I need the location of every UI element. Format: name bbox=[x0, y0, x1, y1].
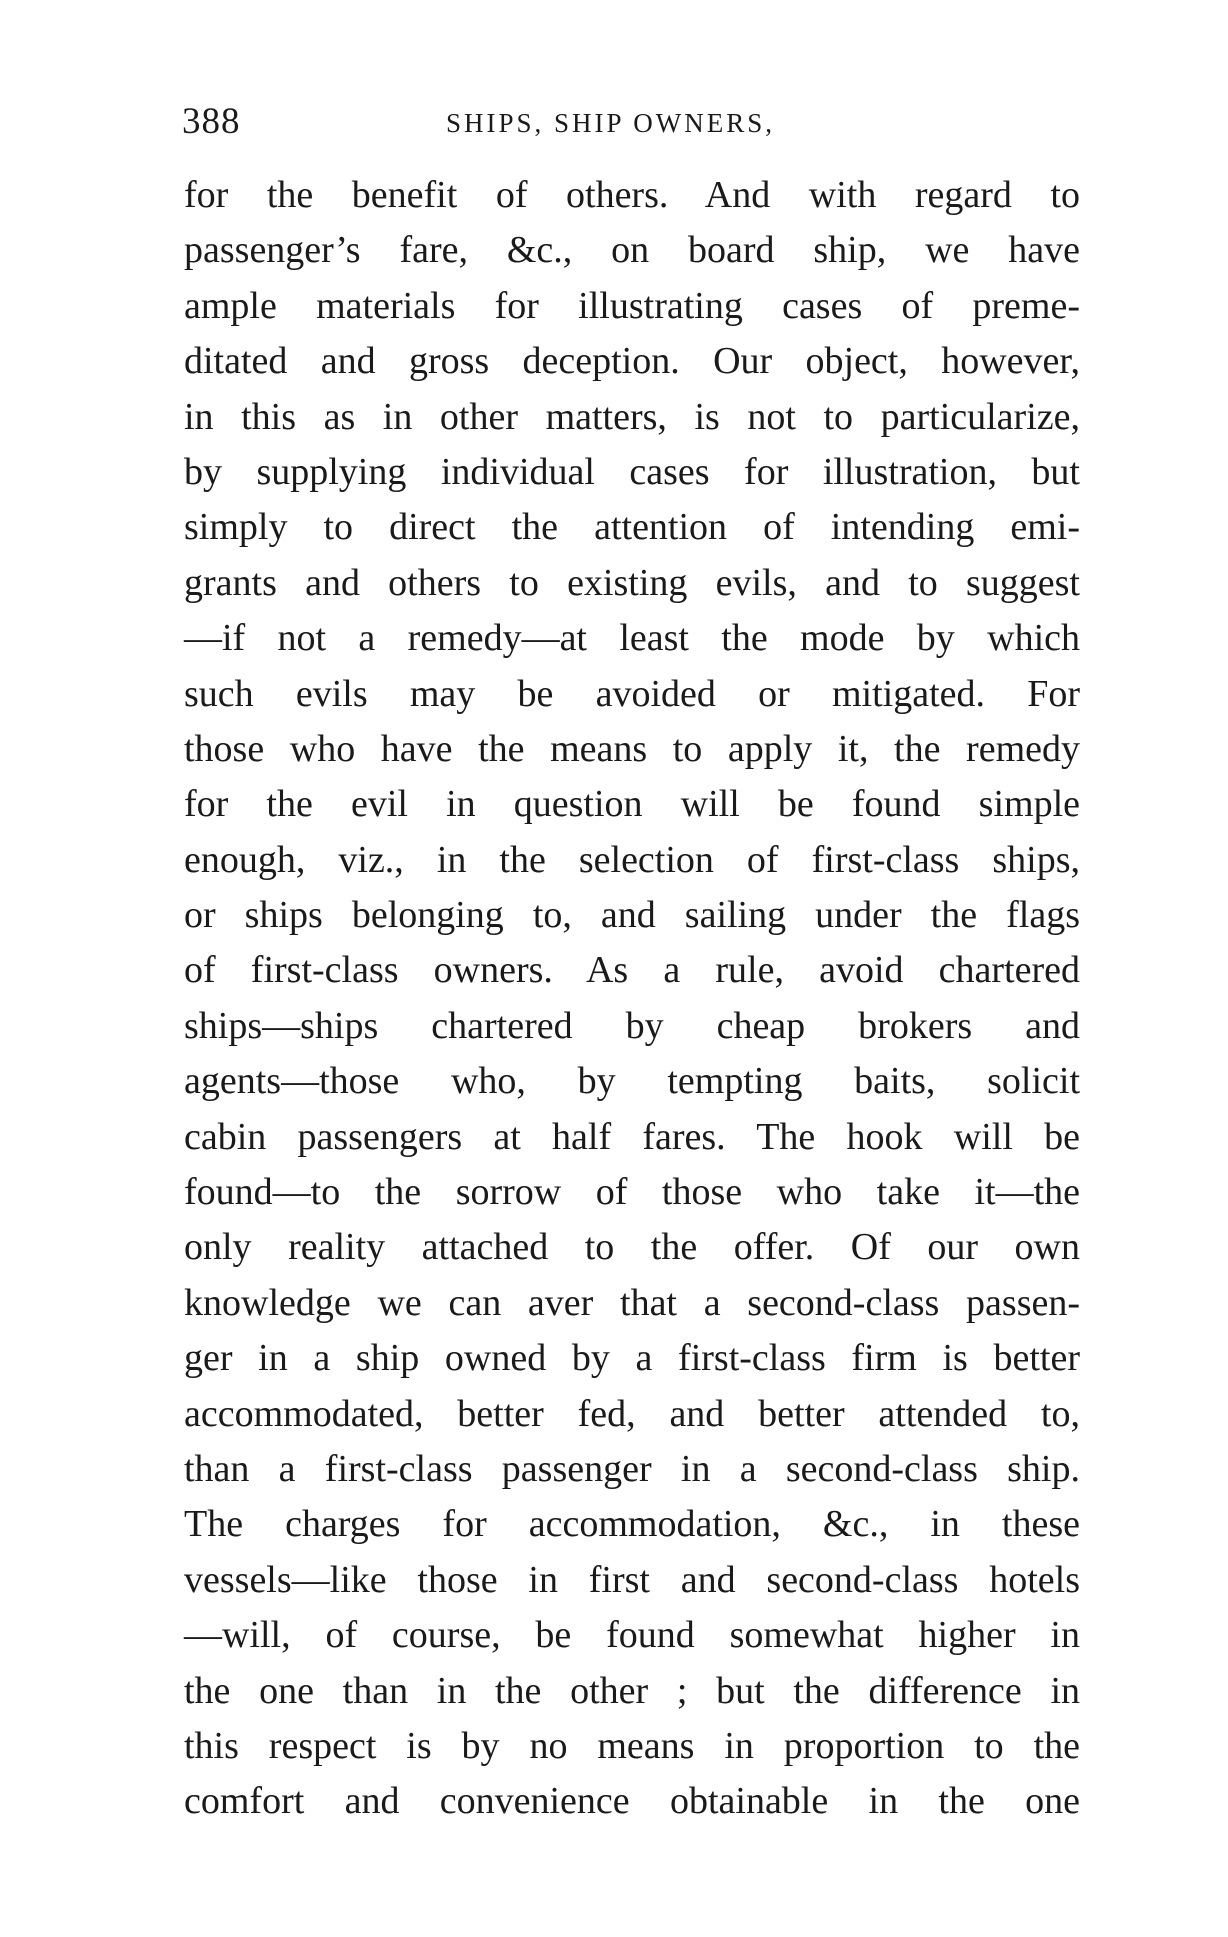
text-line: vessels—like those in first and second-class hotels bbox=[184, 1558, 1080, 1601]
body-text bbox=[184, 168, 1080, 1830]
text-line: in this as in other matters, is not to particularize, bbox=[184, 395, 1080, 438]
text-line: The charges for accommodation, &c., in these bbox=[184, 1503, 1080, 1546]
text-line: such evils may be avoided or mitigated. For bbox=[184, 672, 1080, 715]
text-line: by supplying individual cases for illustration, but bbox=[184, 450, 1080, 493]
text-line: ditated and gross deception. Our object, however, bbox=[184, 340, 1080, 383]
text-line: enough, viz., in the selection of first-class ships, bbox=[184, 838, 1080, 881]
text-line: of first-class owners. As a rule, avoid chartered bbox=[184, 949, 1080, 992]
running-head bbox=[182, 100, 1082, 140]
running-title: SHIPS, SHIP OWNERS, bbox=[446, 108, 776, 138]
text-line: for the evil in question will be found simple bbox=[184, 783, 1080, 826]
text-line: —will, of course, be found somewhat higher in bbox=[184, 1614, 1080, 1657]
text-line: accommodated, better fed, and better attended to, bbox=[184, 1392, 1080, 1435]
text-line: ger in a ship owned by a first-class firm is better bbox=[184, 1337, 1080, 1380]
text-line: this respect is by no means in proportion to the bbox=[184, 1724, 1080, 1767]
text-line: than a first-class passenger in a second-class ship. bbox=[184, 1447, 1080, 1490]
text-line: simply to direct the attention of intending emi- bbox=[184, 506, 1080, 549]
page-number: 388 bbox=[182, 101, 241, 142]
text-line: passenger’s fare, &c., on board ship, we have bbox=[184, 229, 1080, 272]
text-line: cabin passengers at half fares. The hook will be bbox=[184, 1115, 1080, 1158]
text-line: only reality attached to the offer. Of our own bbox=[184, 1226, 1080, 1269]
text-line: comfort and convenience obtainable in the one bbox=[184, 1780, 1080, 1823]
text-line: for the benefit of others. And with regard to bbox=[184, 174, 1080, 216]
text-line: the one than in the other ; but the difference in bbox=[184, 1669, 1080, 1712]
text-line: found—to the sorrow of those who take it—the bbox=[184, 1171, 1080, 1214]
text-line: ample materials for illustrating cases of preme- bbox=[184, 284, 1080, 327]
text-line: those who have the means to apply it, the remedy bbox=[184, 727, 1080, 770]
text-line: —if not a remedy—at least the mode by which bbox=[184, 617, 1080, 660]
text-line: grants and others to existing evils, and to suggest bbox=[184, 561, 1080, 604]
text-line: or ships belonging to, and sailing under the flags bbox=[184, 894, 1080, 937]
text-line: agents—those who, by tempting baits, solicit bbox=[184, 1060, 1080, 1103]
text-line: ships—ships chartered by cheap brokers and bbox=[184, 1004, 1080, 1047]
text-line: knowledge we can aver that a second-class passen- bbox=[184, 1281, 1080, 1324]
